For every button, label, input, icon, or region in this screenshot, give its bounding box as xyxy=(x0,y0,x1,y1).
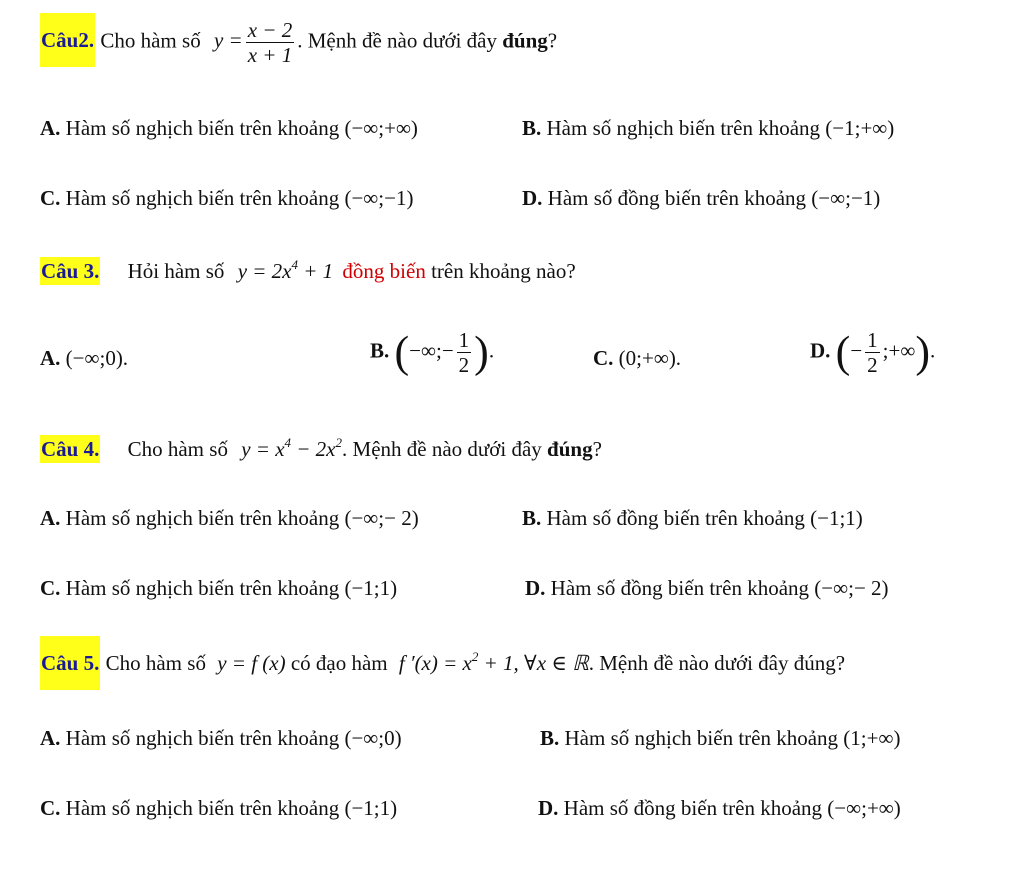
question-label: Câu 5. xyxy=(40,636,100,690)
option-letter: A. xyxy=(40,346,61,370)
option-minus: − xyxy=(850,338,863,363)
option-interval: ;+∞ xyxy=(882,338,916,363)
option-text: Hàm số nghịch biến trên khoảng xyxy=(65,726,340,750)
question-emphasis: đúng xyxy=(547,437,593,461)
option-interval: (−∞;+∞) xyxy=(827,796,901,820)
question-text-after: . Mệnh đề nào dưới đây xyxy=(342,437,542,461)
option-interval: (−∞;0) xyxy=(344,726,402,750)
option-interval: (−∞;+∞) xyxy=(344,116,418,140)
question-emphasis: đúng xyxy=(502,28,548,53)
option-letter: D. xyxy=(525,576,546,600)
formula: y = f (x) xyxy=(217,651,286,675)
option-interval: −∞;− xyxy=(409,338,454,363)
option-3d[interactable] xyxy=(810,328,935,377)
option-interval: (0;+∞). xyxy=(618,346,682,370)
option-letter: A. xyxy=(40,726,61,750)
fraction-denominator: x + 1 xyxy=(247,43,293,67)
option-5b[interactable] xyxy=(540,725,900,751)
question-5-stem xyxy=(40,650,845,676)
formula-lhs: y = xyxy=(213,28,243,53)
question-end: . Mệnh đề nào dưới đây đúng? xyxy=(588,651,846,675)
question-4-stem xyxy=(40,436,602,462)
formula-exponent: 4 xyxy=(291,257,298,272)
fraction-denominator: 2 xyxy=(867,353,878,377)
question-label: Câu 4. xyxy=(41,437,100,461)
question-text: Cho hàm số xyxy=(100,28,201,53)
question-text: Cho hàm số xyxy=(127,437,228,461)
option-text: Hàm số đồng biến trên khoảng xyxy=(546,506,805,530)
formula-fraction xyxy=(246,18,295,67)
fraction-numerator: 1 xyxy=(867,328,878,352)
formula-term1: y = x xyxy=(241,437,285,461)
paren-close: ) xyxy=(915,327,930,377)
formula-base: f ′(x) = x xyxy=(398,651,472,675)
option-3c[interactable] xyxy=(593,345,681,371)
formula-tail: + 1, ∀x ∈ ℝ xyxy=(478,651,589,675)
option-text: Hàm số đồng biến trên khoảng xyxy=(550,576,810,600)
option-letter: C. xyxy=(40,576,61,600)
question-text: Hỏi hàm số xyxy=(127,259,225,283)
option-2a[interactable] xyxy=(40,115,418,141)
question-text-after: . Mệnh đề nào dưới đây xyxy=(297,28,497,53)
option-interval: (−1;1) xyxy=(344,796,398,820)
option-text: Hàm số nghịch biến trên khoảng xyxy=(65,576,340,600)
question-end: ? xyxy=(547,28,558,53)
formula-exponent: 4 xyxy=(284,435,292,450)
option-letter: D. xyxy=(522,186,543,210)
option-interval: (−1;1) xyxy=(344,576,398,600)
question-label: Câu2. xyxy=(40,13,95,67)
option-interval: (−1;1) xyxy=(810,506,863,530)
formula xyxy=(238,259,333,283)
fraction-denominator: 2 xyxy=(458,353,470,377)
formula-tail: + 1 xyxy=(298,259,334,283)
option-end: . xyxy=(929,338,936,363)
paren-close: ) xyxy=(474,327,489,377)
option-text: Hàm số nghịch biến trên khoảng xyxy=(65,186,340,210)
question-text: Cho hàm số xyxy=(105,651,206,675)
formula-term2: − 2x xyxy=(291,437,336,461)
question-3-stem xyxy=(40,258,576,284)
fraction-numerator: x − 2 xyxy=(247,18,293,42)
option-3a[interactable] xyxy=(40,345,128,371)
fraction-numerator: 1 xyxy=(458,328,470,352)
option-fraction xyxy=(457,328,472,377)
option-2c[interactable] xyxy=(40,185,413,211)
option-interval: (1;+∞) xyxy=(843,726,901,750)
derivative-formula xyxy=(399,651,589,675)
option-letter: C. xyxy=(593,346,614,370)
formula xyxy=(241,437,342,461)
option-text: Hàm số nghịch biến trên khoảng xyxy=(564,726,839,750)
option-4c[interactable] xyxy=(40,575,397,601)
option-letter: B. xyxy=(522,506,542,530)
question-2-stem xyxy=(40,18,557,67)
option-2b[interactable] xyxy=(522,115,894,141)
option-2d[interactable] xyxy=(522,185,880,211)
question-highlight: đồng biến xyxy=(342,259,426,283)
option-letter: C. xyxy=(40,796,61,820)
option-4d[interactable] xyxy=(525,575,889,601)
option-letter: B. xyxy=(522,116,542,140)
paren-open: ( xyxy=(835,327,851,377)
option-text: Hàm số nghịch biến trên khoảng xyxy=(65,796,340,820)
option-interval: (−∞;− 2) xyxy=(814,576,889,600)
option-letter: D. xyxy=(810,338,831,363)
option-5a[interactable] xyxy=(40,725,402,751)
option-letter: A. xyxy=(40,506,61,530)
option-4b[interactable] xyxy=(522,505,863,531)
option-letter: B. xyxy=(370,338,390,363)
option-text: Hàm số nghịch biến trên khoảng xyxy=(65,116,340,140)
option-5c[interactable] xyxy=(40,795,397,821)
paren-open: ( xyxy=(394,327,410,377)
formula-exponent: 2 xyxy=(335,435,343,450)
option-text: Hàm số nghịch biến trên khoảng xyxy=(546,116,821,140)
option-4a[interactable] xyxy=(40,505,419,531)
option-interval: (−∞;−1) xyxy=(811,186,881,210)
formula-exponent: 2 xyxy=(471,649,479,664)
option-letter: A. xyxy=(40,116,61,140)
option-letter: C. xyxy=(40,186,61,210)
option-end: . xyxy=(488,338,495,363)
option-5d[interactable] xyxy=(538,795,901,821)
option-fraction xyxy=(865,328,880,377)
question-text-mid: có đạo hàm xyxy=(290,651,388,675)
formula-base: y = 2x xyxy=(237,259,292,283)
option-text: Hàm số đồng biến trên khoảng xyxy=(563,796,823,820)
option-letter: B. xyxy=(540,726,560,750)
question-label: Câu 3. xyxy=(41,259,100,283)
option-text: Hàm số nghịch biến trên khoảng xyxy=(65,506,340,530)
question-end: trên khoảng nào? xyxy=(431,259,576,283)
option-interval: (−∞;0). xyxy=(65,346,129,370)
option-3b[interactable] xyxy=(370,328,494,377)
option-interval: (−∞;− 2) xyxy=(344,506,419,530)
option-interval: (−1;+∞) xyxy=(825,116,895,140)
question-end: ? xyxy=(592,437,602,461)
option-text: Hàm số đồng biến trên khoảng xyxy=(547,186,807,210)
option-letter: D. xyxy=(538,796,559,820)
option-interval: (−∞;−1) xyxy=(344,186,414,210)
